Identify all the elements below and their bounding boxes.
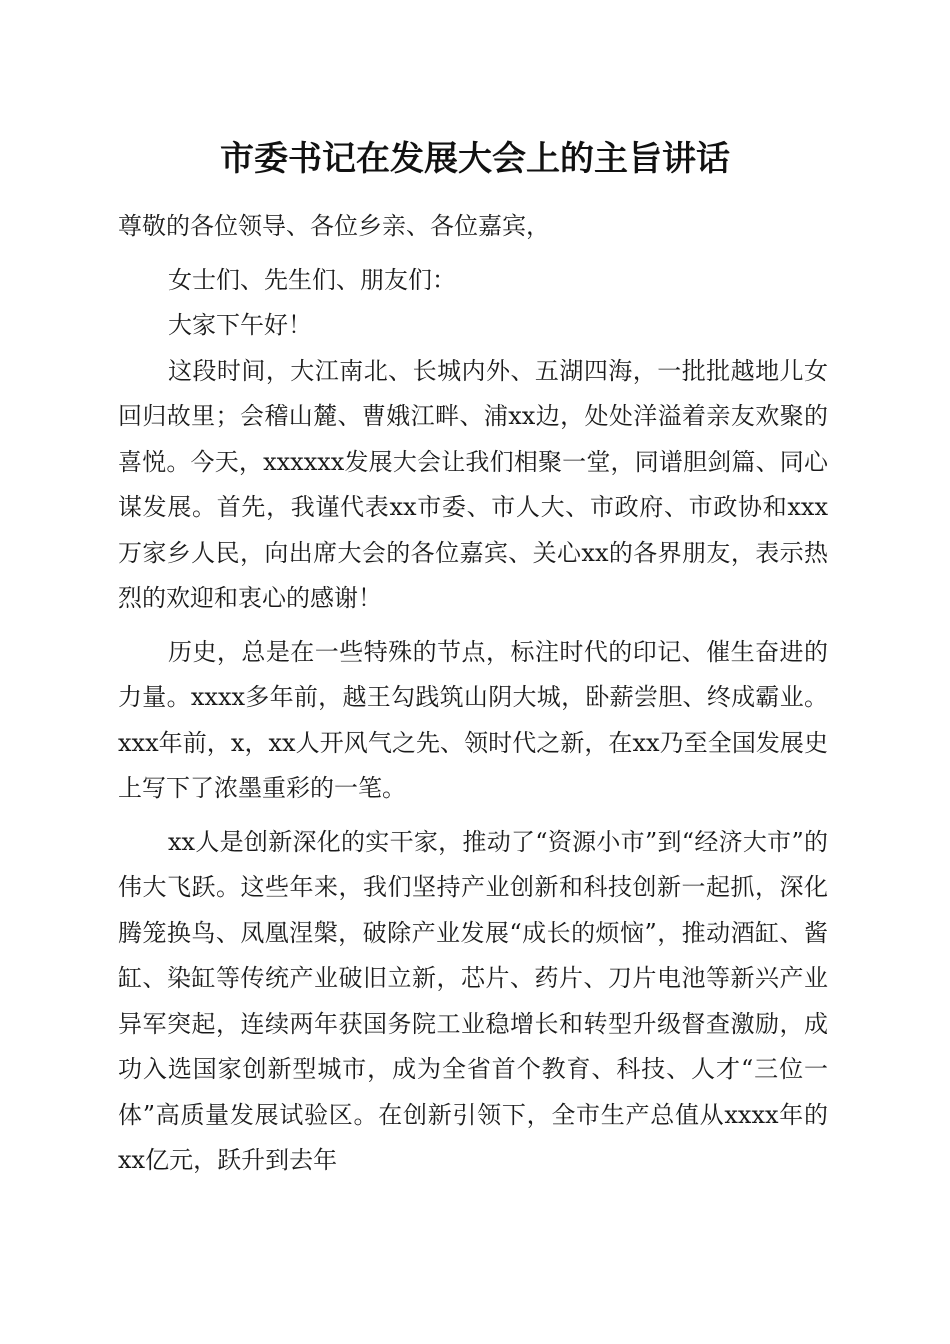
paragraph-greeting-audience: 女士们、先生们、朋友们： <box>168 265 456 294</box>
paragraph-good-afternoon: 大家下午好！ <box>168 311 312 339</box>
salutation: 尊敬的各位领导、各位乡亲、各位嘉宾， <box>118 212 550 240</box>
paragraph-innovation: xx人是创新深化的实干家，推动了“资源小市”到“经济大市”的伟大飞跃。这些年来，我们坚持产业创新和科技创新一起抓，深化腾笼换鸟、凤凰涅槃，破除产业发展“成长的烦恼”，推动酒缸、酱缸、染缸等传统产业破旧立新，芯片、药片、刀片电池等新兴产业异军突起，连续两年获国务院工业稳增长和转型升级督查激励，成功入选国家创新型城市，成为全省首个教育、科技、人才“三位一体”高质量发展试验区。在创新引领下，全市生产总值从xxxx年的xx亿元，跃升到去年 <box>118 827 828 1174</box>
document-body <box>118 204 828 1184</box>
document-title: 市委书记在发展大会上的主旨讲话 <box>220 139 730 179</box>
paragraph-history: 历史，总是在一些特殊的节点，标注时代的印记、催生奋进的力量。xxxx多年前，越王勾践筑山阴大城，卧薪尝胆、终成霸业。xxx年前，x，xx人开风气之先、领时代之新，在xx乃至全国发展史上写下了浓墨重彩的一笔。 <box>118 637 828 802</box>
paragraph-welcome: 这段时间，大江南北、长城内外、五湖四海，一批批越地儿女回归故里；会稽山麓、曹娥江畔、浦xx边，处处洋溢着亲友欢聚的喜悦。今天，xxxxxx发展大会让我们相聚一堂，同谱胆剑篇、同心谋发展。首先，我谨代表xx市委、市人大、市政府、市政协和xxx万家乡人民，向出席大会的各位嘉宾、关心xx的各界朋友，表示热烈的欢迎和衷心的感谢！ <box>118 356 828 612</box>
